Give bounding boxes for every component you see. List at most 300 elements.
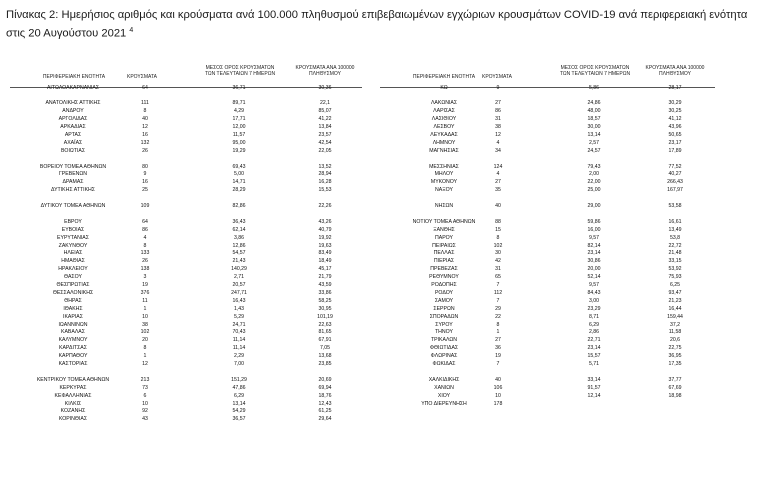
left-per-100k-cell: 43,59: [318, 282, 332, 288]
left-per-100k-cell: 30,36: [318, 84, 332, 91]
right-per-100k-cell: 67,69: [668, 384, 682, 391]
left-per-100k-cell: 30,95: [318, 305, 332, 312]
left-per-100k-cell: 23,57: [318, 131, 332, 138]
left-unit-name-cell: ΕΒΡΟΥ: [64, 218, 82, 225]
right-unit-name-cell: ΛΗΜΝΟΥ: [432, 139, 456, 146]
right-unit-name-cell: ΛΕΥΚΑΔΑΣ: [430, 131, 458, 138]
right-cases-cell: 40: [495, 376, 501, 383]
right-cases-cell: 124: [493, 163, 503, 170]
left-unit-name-cell: ΚΑΡΠΑΘΟΥ: [58, 353, 88, 360]
right-unit-name-cell: ΜΑΓΝΗΣΙΑΣ: [429, 147, 459, 154]
left-cases-cell: 43: [142, 416, 148, 423]
right-per-100k-cell: 16,44: [668, 305, 682, 312]
left-cases-cell: 19: [142, 282, 148, 288]
right-unit-name-cell: ΠΑΡΟΥ: [435, 234, 453, 241]
left-cases-cell: 8: [143, 108, 147, 115]
right-cases-cell: 27: [495, 337, 501, 344]
right-unit-name-cell: ΚΩ: [440, 84, 448, 91]
right-cases-cell: 27: [495, 179, 501, 186]
left-mean-7-days-cell: 36,57: [232, 416, 246, 423]
right-per-100k-cell: 37,77: [668, 376, 682, 383]
right-cases-cell: 30: [495, 250, 501, 257]
right-cases-cell: 38: [495, 124, 501, 130]
left-mean-7-days-cell: 5,00: [233, 171, 245, 178]
left-per-100k-cell: 19,63: [318, 242, 332, 249]
right-mean-7-days-cell: [566, 401, 622, 407]
left-cases-cell: 4: [143, 234, 147, 241]
left-unit-name-cell: ΚΙΛΚΙΣ: [64, 400, 82, 407]
caption-footnote: 4: [129, 27, 134, 34]
right-mean-7-days-cell: 8,71: [588, 313, 600, 320]
right-cases-cell: 34: [495, 147, 501, 154]
left-per-100k-cell: 22,63: [318, 321, 332, 328]
right-header-mean: ΜΕΣΟΣ ΟΡΟΣ ΚΡΟΥΣΜΑΤΩΝ ΤΩΝ ΤΕΛΕΥΤΑΙΩΝ 7 ΗΜΕΡΩΝ: [559, 65, 631, 77]
right-unit-name-cell: ΝΑΞΟΥ: [435, 187, 453, 194]
right-per-100k-cell: 17,35: [668, 361, 682, 367]
left-mean-7-days-cell: 2,71: [233, 274, 245, 281]
right-unit-name-cell: ΤΡΙΚΑΛΩΝ: [430, 337, 458, 344]
left-per-100k-cell: 45,17: [318, 266, 332, 273]
left-mean-7-days-cell: 19,29: [232, 147, 246, 154]
left-mean-7-days-cell: 13,14: [232, 400, 246, 407]
left-per-100k-cell: 61,25: [318, 408, 332, 415]
right-cases-cell: 36: [495, 345, 501, 352]
left-cases-cell: 20: [142, 337, 148, 344]
right-cases-cell: 7: [496, 361, 500, 367]
right-per-100k-cell: 16,61: [668, 218, 682, 225]
left-per-100k-cell: 19,92: [318, 234, 332, 241]
left-cases-cell: 132: [140, 139, 150, 146]
left-unit-name-cell: ΔΡΑΜΑΣ: [62, 179, 84, 186]
left-cases-cell: 38: [142, 321, 148, 328]
left-unit-name-cell: ΑΡΓΟΛΙΔΑΣ: [58, 116, 88, 123]
left-header-cases: ΚΡΟΥΣΜΑΤΑ: [127, 74, 157, 80]
right-cases-cell: 35: [495, 187, 501, 194]
right-mean-7-days-cell: 2,57: [588, 139, 600, 146]
right-per-100k-cell: 41,12: [668, 116, 682, 123]
right-unit-name-cell: ΛΕΣΒΟΥ: [433, 124, 455, 130]
right-unit-name-cell: ΝΗΣΩΝ: [434, 203, 454, 209]
left-unit-name-cell: ΑΙΤΩΛΟΑΚΑΡΝΑΝΙΑΣ: [46, 84, 100, 91]
right-per-100k-cell: 30,29: [668, 100, 682, 107]
right-unit-name-cell: ΛΑΣΙΘΙΟΥ: [431, 116, 457, 123]
left-per-100k-cell: 13,68: [318, 353, 332, 360]
right-unit-name-cell: ΝΟΤΙΟΥ ΤΟΜΕΑ ΑΘΗΝΩΝ: [412, 218, 476, 225]
right-cases-cell: 31: [495, 266, 501, 273]
right-mean-7-days-cell: 16,00: [587, 226, 601, 233]
left-unit-name-cell: ΙΚΑΡΙΑΣ: [63, 313, 83, 320]
right-unit-name-cell: ΣΑΜΟΥ: [434, 297, 454, 304]
left-cases-cell: 10: [142, 313, 148, 320]
right-per-100k-cell: 18,98: [668, 392, 682, 399]
right-per-100k-cell: 53,92: [668, 266, 682, 273]
left-mean-7-days-cell: 28,29: [232, 187, 246, 194]
left-unit-name-cell: ΑΡΤΑΣ: [64, 131, 82, 138]
right-per-100k-cell: 20,6: [669, 337, 681, 344]
left-mean-7-days-cell: 12,86: [232, 242, 246, 249]
left-cases-cell: 11: [142, 297, 148, 304]
left-cases-cell: 109: [140, 203, 150, 209]
right-mean-7-days-cell: 3,00: [588, 297, 600, 304]
right-mean-7-days-cell: 13,14: [587, 131, 601, 138]
right-cases-cell: 15: [495, 226, 501, 233]
right-unit-name-cell: ΡΕΘΥΜΝΟΥ: [429, 274, 459, 281]
right-mean-7-days-cell: 48,00: [587, 108, 601, 115]
right-mean-7-days-cell: 9,57: [588, 282, 600, 288]
right-cases-cell: 106: [493, 384, 503, 391]
left-per-100k-cell: 21,79: [318, 274, 332, 281]
left-mean-7-days-cell: 47,86: [232, 384, 246, 391]
right-cases-cell: 27: [495, 100, 501, 107]
right-cases-cell: 7: [496, 297, 500, 304]
left-mean-7-days-cell: 54,29: [232, 408, 246, 415]
right-per-100k-cell: 22,72: [668, 242, 682, 249]
right-mean-7-days-cell: 84,43: [587, 289, 601, 296]
right-unit-name-cell: ΠΙΕΡΙΑΣ: [433, 258, 455, 265]
right-mean-7-days-cell: 33,14: [587, 376, 601, 383]
left-unit-name-cell: ΚΟΡΙΝΘΙΑΣ: [58, 416, 88, 423]
left-mean-7-days-cell: 20,57: [232, 282, 246, 288]
left-cases-cell: 1: [143, 305, 147, 312]
left-cases-cell: 80: [142, 163, 148, 170]
left-per-100k-cell: 13,52: [318, 163, 332, 170]
left-cases-cell: 16: [142, 179, 148, 186]
left-mean-7-days-cell: 140,29: [231, 266, 247, 273]
right-per-100k-cell: [650, 401, 700, 407]
left-mean-7-days-cell: 82,86: [232, 203, 246, 209]
left-mean-7-days-cell: 6,29: [233, 392, 245, 399]
left-per-100k-cell: 85,07: [318, 108, 332, 115]
right-unit-name-cell: ΜΥΚΟΝΟΥ: [430, 179, 458, 186]
left-unit-name-cell: ΚΑΡΔΙΤΣΑΣ: [59, 345, 87, 352]
left-mean-7-days-cell: 89,71: [232, 100, 246, 107]
caption-text: Πίνακας 2: Ημερήσιος αριθμός και κρούσματα ανά 100.000 πληθυσμού επιβεβαιωμένων εγχώριων κρουσμάτων COVID-19 ανά περιφερειακή ενότητα στις 20 Αυγούστου 2021: [6, 9, 748, 40]
left-unit-name-cell: ΚΕΝΤΡΙΚΟΥ ΤΟΜΕΑ ΑΘΗΝΩΝ: [36, 376, 110, 383]
left-per-100k-cell: 15,53: [318, 187, 332, 194]
left-cases-cell: 26: [142, 147, 148, 154]
right-unit-name-cell: ΦΘΙΩΤΙΔΑΣ: [429, 345, 459, 352]
right-per-100k-cell: 75,93: [668, 274, 682, 281]
right-per-100k-cell: 37,2: [669, 321, 681, 328]
right-mean-7-days-cell: 24,86: [587, 100, 601, 107]
left-mean-7-days-cell: 11,14: [232, 337, 246, 344]
left-cases-cell: 9: [143, 171, 147, 178]
right-per-100k-cell: 50,65: [668, 131, 682, 138]
right-unit-name-cell: ΧΑΝΙΩΝ: [434, 384, 454, 391]
right-unit-name-cell: ΡΟΔΟΠΗΣ: [431, 282, 457, 288]
left-per-100k-cell: 20,69: [318, 376, 332, 383]
right-per-100k-cell: 93,47: [668, 289, 682, 296]
right-cases-cell: 4: [496, 171, 500, 178]
left-unit-name-cell: ΚΑΒΑΛΑΣ: [61, 329, 85, 336]
left-unit-name-cell: ΒΟΡΕΙΟΥ ΤΟΜΕΑ ΑΘΗΝΩΝ: [39, 163, 107, 170]
left-mean-7-days-cell: 12,00: [232, 124, 246, 130]
left-unit-name-cell: ΘΕΣΣΑΛΟΝΙΚΗΣ: [52, 289, 94, 296]
left-unit-name-cell: ΑΝΑΤΟΛΙΚΗΣ ΑΤΤΙΚΗΣ: [45, 100, 101, 107]
right-per-100k-cell: 13,49: [668, 226, 682, 233]
left-cases-cell: 12: [142, 124, 148, 130]
right-mean-7-days-cell: 79,43: [587, 163, 601, 170]
left-cases-cell: 16: [142, 131, 148, 138]
right-unit-name-cell: ΣΠΟΡΑΔΩΝ: [429, 313, 459, 320]
left-cases-cell: 8: [143, 345, 147, 352]
left-per-100k-cell: 23,85: [318, 361, 332, 367]
right-per-100k-cell: 17,89: [668, 147, 682, 154]
left-per-100k-cell: 22,26: [318, 203, 332, 209]
left-unit-name-cell: ΑΝΔΡΟΥ: [62, 108, 84, 115]
left-per-100k-cell: 33,86: [318, 289, 332, 296]
left-cases-cell: 8: [143, 242, 147, 249]
left-per-100k-cell: 22,05: [318, 147, 332, 154]
right-cases-cell: 29: [495, 305, 501, 312]
left-mean-7-days-cell: 21,43: [232, 258, 246, 265]
left-mean-7-days-cell: 14,71: [232, 179, 246, 186]
left-per-100k-cell: 16,28: [318, 179, 332, 186]
right-unit-name-cell: ΜΗΛΟΥ: [434, 171, 454, 178]
left-per-100k-cell: 29,64: [318, 416, 332, 423]
left-mean-7-days-cell: 151,29: [231, 376, 247, 383]
right-mean-7-days-cell: 29,00: [587, 203, 601, 209]
left-per-100k-cell: 18,76: [318, 392, 332, 399]
right-per-100k-cell: 6,25: [669, 282, 681, 288]
left-cases-cell: 26: [142, 258, 148, 265]
right-cases-cell: 86: [495, 108, 501, 115]
right-unit-name-cell: ΠΕΙΡΑΙΩΣ: [432, 242, 456, 249]
left-unit-name-cell: ΔΥΤΙΚΗΣ ΑΤΤΙΚΗΣ: [51, 187, 95, 194]
left-per-100k-cell: 22,1: [319, 100, 331, 107]
left-unit-name-cell: ΒΟΙΩΤΙΑΣ: [60, 147, 86, 154]
left-unit-name-cell: ΚΟΖΑΝΗΣ: [60, 408, 86, 415]
left-cases-cell: 111: [141, 100, 149, 107]
left-per-100k-cell: 43,26: [318, 218, 332, 225]
left-unit-name-cell: ΓΡΕΒΕΝΩΝ: [58, 171, 88, 178]
left-unit-name-cell: ΗΡΑΚΛΕΙΟΥ: [58, 266, 88, 273]
left-unit-name-cell: ΑΧΑΪΑΣ: [63, 139, 83, 146]
left-per-100k-cell: 28,94: [318, 171, 332, 178]
left-unit-name-cell: ΗΛΕΙΑΣ: [63, 250, 83, 257]
right-mean-7-days-cell: 18,57: [587, 116, 601, 123]
right-cases-cell: 65: [495, 274, 501, 281]
right-per-100k-cell: 28,17: [668, 84, 682, 91]
right-mean-7-days-cell: 30,00: [587, 124, 601, 130]
left-mean-7-days-cell: 3,86: [233, 234, 245, 241]
right-mean-7-days-cell: 12,14: [587, 392, 601, 399]
right-mean-7-days-cell: 82,14: [587, 242, 601, 249]
left-unit-name-cell: ΚΑΛΥΜΝΟΥ: [58, 337, 88, 344]
left-mean-7-days-cell: 36,43: [232, 218, 246, 225]
right-cases-cell: 178: [493, 400, 503, 407]
left-mean-7-days-cell: 11,57: [232, 131, 246, 138]
right-per-100k-cell: 30,25: [668, 108, 682, 115]
left-per-100k-cell: 18,49: [318, 258, 332, 265]
right-cases-cell: 22: [495, 313, 501, 320]
right-header-cases: ΚΡΟΥΣΜΑΤΑ: [482, 74, 512, 80]
right-mean-7-days-cell: 9,57: [588, 234, 600, 241]
right-unit-name-cell: ΡΟΔΟΥ: [434, 289, 454, 296]
right-unit-name-cell: ΦΩΚΙΔΑΣ: [432, 361, 456, 367]
left-unit-name-cell: ΖΑΚΥΝΘΟΥ: [58, 242, 88, 249]
right-cases-cell: 112: [493, 289, 503, 296]
left-cases-cell: 102: [140, 329, 150, 336]
left-mean-7-days-cell: 70,43: [232, 329, 246, 336]
left-mean-7-days-cell: 54,57: [232, 250, 246, 257]
left-mean-7-days-cell: 5,29: [233, 313, 245, 320]
right-cases-cell: 7: [496, 282, 500, 288]
right-per-100k-cell: 33,15: [668, 258, 682, 265]
right-mean-7-days-cell: 5,71: [588, 361, 600, 367]
left-header-per100k: ΚΡΟΥΣΜΑΤΑ ΑΝΑ 100000 ΠΛΗΘΥΣΜΟΥ: [295, 65, 355, 77]
left-cases-cell: 25: [142, 187, 148, 194]
left-mean-7-days-cell: 95,00: [232, 139, 246, 146]
left-cases-cell: 86: [142, 226, 148, 233]
right-mean-7-days-cell: 6,29: [588, 321, 600, 328]
right-per-100k-cell: 53,58: [668, 203, 682, 209]
right-unit-name-cell: ΠΡΕΒΕΖΑΣ: [430, 266, 458, 273]
left-mean-7-days-cell: 2,29: [233, 353, 245, 360]
right-unit-name-cell: ΜΕΣΣΗΝΙΑΣ: [429, 163, 459, 170]
right-per-100k-cell: 36,95: [668, 353, 682, 360]
right-header-unit: ΠΕΡΙΦΕΡΕΙΑΚΗ ΕΝΟΤΗΤΑ: [412, 74, 476, 80]
right-cases-cell: 12: [495, 131, 501, 138]
left-unit-name-cell: ΔΥΤΙΚΟΥ ΤΟΜΕΑ ΑΘΗΝΩΝ: [40, 203, 106, 209]
right-mean-7-days-cell: 52,14: [587, 274, 601, 281]
right-mean-7-days-cell: 22,71: [587, 337, 601, 344]
left-unit-name-cell: ΘΕΣΠΡΩΤΙΑΣ: [56, 282, 90, 288]
right-mean-7-days-cell: 24,57: [587, 147, 601, 154]
left-mean-7-days-cell: 17,71: [232, 116, 246, 123]
right-cases-cell: 1: [496, 329, 500, 336]
left-cases-cell: 64: [142, 84, 148, 91]
left-mean-7-days-cell: 4,29: [233, 108, 245, 115]
right-mean-7-days-cell: 91,57: [587, 384, 601, 391]
right-mean-7-days-cell: 20,00: [587, 266, 601, 273]
right-unit-name-cell: ΣΕΡΡΩΝ: [433, 305, 455, 312]
left-unit-name-cell: ΚΕΦΑΛΛΗΝΙΑΣ: [54, 392, 92, 399]
left-per-100k-cell: 69,94: [318, 384, 332, 391]
left-cases-cell: 138: [140, 266, 150, 273]
right-unit-name-cell: ΦΛΩΡΙΝΑΣ: [430, 353, 458, 360]
left-per-100k-cell: 41,22: [318, 116, 332, 123]
left-mean-7-days-cell: 7,00: [233, 361, 245, 367]
table-caption: [6, 8, 762, 42]
left-cases-cell: 133: [140, 250, 150, 257]
right-cases-cell: 42: [495, 258, 501, 265]
right-mean-7-days-cell: 2,86: [588, 329, 600, 336]
left-per-100k-cell: 101,19: [317, 313, 333, 320]
left-per-100k-cell: 7,05: [319, 345, 331, 352]
left-per-100k-cell: 12,43: [318, 400, 332, 407]
right-mean-7-days-cell: 15,57: [587, 353, 601, 360]
right-cases-cell: 31: [495, 116, 501, 123]
left-unit-name-cell: ΙΘΑΚΗΣ: [63, 305, 83, 312]
right-per-100k-cell: 77,52: [668, 163, 682, 170]
right-unit-name-cell: ΥΠΟ ΔΙΕΡΕΥΝΗΣΗ: [421, 400, 467, 407]
left-mean-7-days-cell: 16,43: [232, 297, 246, 304]
right-unit-name-cell: ΠΕΛΛΑΣ: [433, 250, 455, 257]
right-per-100k-cell: 159,44: [667, 313, 683, 320]
right-per-100k-cell: 43,96: [668, 124, 682, 130]
left-mean-7-days-cell: 36,71: [232, 84, 246, 91]
left-per-100k-cell: 58,25: [318, 297, 332, 304]
left-cases-cell: 213: [140, 376, 150, 383]
right-per-100k-cell: 21,48: [668, 250, 682, 257]
right-mean-7-days-cell: 59,86: [587, 218, 601, 225]
left-per-100k-cell: 42,54: [318, 139, 332, 146]
left-cases-cell: 1: [143, 353, 147, 360]
right-per-100k-cell: 23,17: [668, 139, 682, 146]
right-mean-7-days-cell: 22,00: [587, 179, 601, 186]
left-per-100k-cell: 83,49: [318, 250, 332, 257]
left-mean-7-days-cell: 24,71: [232, 321, 246, 328]
right-cases-cell: 8: [496, 234, 500, 241]
left-mean-7-days-cell: 1,43: [233, 305, 245, 312]
right-mean-7-days-cell: 2,00: [588, 171, 600, 178]
right-mean-7-days-cell: 23,14: [587, 250, 601, 257]
right-mean-7-days-cell: 23,14: [587, 345, 601, 352]
left-cases-cell: 73: [142, 384, 148, 391]
right-mean-7-days-cell: 5,86: [588, 84, 600, 91]
left-unit-name-cell: ΘΗΡΑΣ: [64, 297, 82, 304]
right-per-100k-cell: 40,27: [668, 171, 682, 178]
right-unit-name-cell: ΧΑΛΚΙΔΙΚΗΣ: [428, 376, 460, 383]
left-cases-cell: 3: [143, 274, 147, 281]
right-per-100k-cell: 21,23: [668, 297, 682, 304]
left-per-100k-cell: 67,91: [318, 337, 332, 344]
right-per-100k-cell: 22,75: [668, 345, 682, 352]
right-cases-cell: 102: [493, 242, 503, 249]
right-cases-cell: 40: [495, 203, 501, 209]
right-per-100k-cell: 266,43: [667, 179, 683, 186]
left-cases-cell: 64: [142, 218, 148, 225]
right-per-100k-cell: 167,97: [667, 187, 683, 194]
left-per-100k-cell: 81,65: [318, 329, 332, 336]
right-per-100k-cell: 53,8: [669, 234, 681, 241]
left-unit-name-cell: ΚΕΡΚΥΡΑΣ: [59, 384, 87, 391]
right-unit-name-cell: ΣΥΡΟΥ: [435, 321, 453, 328]
left-cases-cell: 12: [142, 361, 148, 367]
right-cases-cell: 9: [496, 84, 500, 91]
left-mean-7-days-cell: 247,71: [231, 289, 247, 296]
right-unit-name-cell: ΛΑΚΩΝΙΑΣ: [430, 100, 458, 107]
left-header-mean: ΜΕΣΟΣ ΟΡΟΣ ΚΡΟΥΣΜΑΤΩΝ ΤΩΝ ΤΕΛΕΥΤΑΙΩΝ 7 ΗΜΕΡΩΝ: [204, 65, 276, 77]
right-cases-cell: 88: [495, 218, 501, 225]
left-unit-name-cell: ΚΑΣΤΟΡΙΑΣ: [58, 361, 88, 367]
left-mean-7-days-cell: 11,14: [232, 345, 246, 352]
left-per-100k-cell: 13,84: [318, 124, 332, 130]
left-cases-cell: 6: [143, 392, 147, 399]
left-unit-name-cell: ΕΥΡΥΤΑΝΙΑΣ: [57, 234, 89, 241]
left-unit-name-cell: ΑΡΚΑΔΙΑΣ: [60, 124, 86, 130]
left-header-unit: ΠΕΡΙΦΕΡΕΙΑΚΗ ΕΝΟΤΗΤΑ: [42, 74, 106, 80]
right-mean-7-days-cell: 23,29: [587, 305, 601, 312]
left-mean-7-days-cell: 62,14: [232, 226, 246, 233]
right-mean-7-days-cell: 25,00: [587, 187, 601, 194]
right-mean-7-days-cell: 30,86: [587, 258, 601, 265]
right-cases-cell: 4: [496, 139, 500, 146]
left-cases-cell: 10: [142, 400, 148, 407]
right-cases-cell: 10: [495, 392, 501, 399]
left-cases-cell: 92: [142, 408, 148, 415]
right-unit-name-cell: ΤΗΝΟΥ: [435, 329, 453, 336]
right-unit-name-cell: ΧΙΟΥ: [437, 392, 451, 399]
left-unit-name-cell: ΕΥΒΟΙΑΣ: [61, 226, 85, 233]
left-per-100k-cell: 40,79: [318, 226, 332, 233]
left-unit-name-cell: ΘΑΣΟΥ: [64, 274, 82, 281]
right-cases-cell: 8: [496, 321, 500, 328]
right-unit-name-cell: ΞΑΝΘΗΣ: [433, 226, 455, 233]
left-unit-name-cell: ΙΩΑΝΝΙΝΩΝ: [58, 321, 88, 328]
right-cases-cell: 19: [495, 353, 501, 360]
